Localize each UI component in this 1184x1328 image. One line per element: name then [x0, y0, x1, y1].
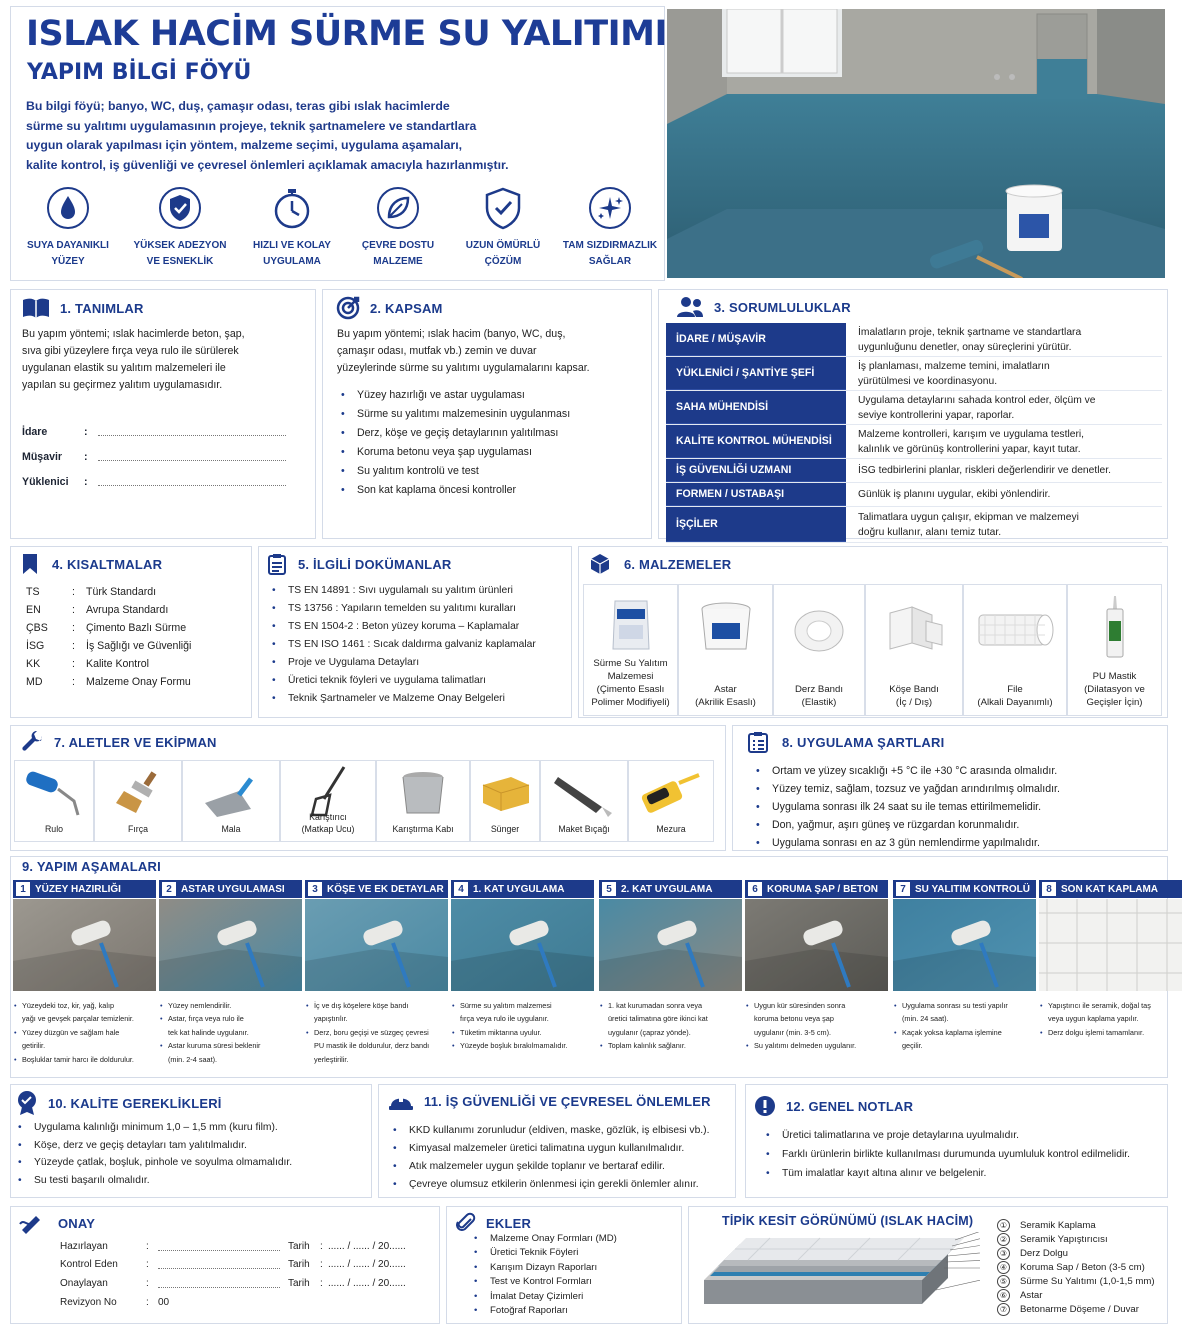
list-item: • Köşe, derz ve geçiş detayları tam yalıtılmalıdır. [14, 1137, 292, 1155]
kalite-title: 10. KALİTE GEREKLİKLERİ [48, 1095, 222, 1111]
conditions-list [752, 762, 1060, 852]
water-drop-icon [46, 186, 90, 230]
list-item: • İç ve dış köşelere köşe bandı yapıştırılır. [305, 999, 448, 1026]
roller-icon [22, 769, 86, 819]
intro-text: Bu bilgi föyü; banyo, WC, duş, çamaşır odası, teras gibi ıslak hacimlerde sürme su yalıtımı uygulamasının projeye, teknik şartnamelere ve standartlara uygun olarak yapılması için yöntem, malzeme seçimi, uygulama aşamaları, kalite kontrol, iş güvenliği ve çevresel önlemleri açıklamak amacıyla hazırlanmıştır. [26, 99, 509, 172]
approval-row-onaylayan[interactable]: Onaylayan : Tarih : ...... / ...... / 20...... [60, 1277, 406, 1289]
list-item: • TS EN 14891 : Sıvı uygulamalı su yalıtım ürünleri [268, 582, 536, 600]
bathroom-waterproofing-photo [667, 9, 1165, 278]
list-item: • Kimyasal malzemeler üretici talimatına uygun kullanılmalıdır. [389, 1140, 709, 1158]
bookmark-icon [22, 553, 38, 575]
tanimlar-field-musavir[interactable]: Müşavir : [22, 451, 286, 463]
trowel-icon [199, 769, 263, 819]
list-item: • Kaçak yoksa kaplama işlemine geçilir. [893, 1026, 1036, 1053]
table-row: EN : Avrupa Standardı [26, 604, 169, 616]
list-item: • Ortam ve yüzey sıcaklığı +5 °C ile +30 °C arasında olmalıdır. [752, 762, 1060, 780]
feature-water-resistant: SUYA DAYANIKLI YÜZEY [18, 186, 118, 270]
list-item: • İmalat Detay Çizimleri [470, 1290, 617, 1304]
list-item: • TS EN 1504-2 : Beton yüzey koruma – Kaplamalar [268, 618, 536, 636]
list-item: • Su yalıtımı delmeden uygulanır. [745, 1039, 888, 1052]
feature-eco-friendly: ÇEVRE DOSTU MALZEME [348, 186, 448, 270]
list-item: • Son kat kaplama öncesi kontroller [337, 481, 570, 500]
step-photo [305, 899, 448, 991]
material-corner-tape: Köşe Bandı (İç / Dış) [865, 584, 963, 716]
documents-list [268, 582, 536, 708]
sartlar-title: 8. UYGULAMA ŞARTLARI [782, 734, 945, 750]
step-card [893, 880, 1036, 1076]
step-number: 5 [602, 882, 616, 896]
table-row: İŞ GÜVENLİĞİ UZMANI İSG tedbirlerini planlar, riskleri değerlendirir ve denetler. [666, 459, 1162, 483]
step-title: KÖŞE VE EK DETAYLAR [327, 883, 444, 895]
shield-check-icon [158, 186, 202, 230]
quality-list [14, 1119, 292, 1189]
step-notes [745, 999, 888, 1053]
step-notes [599, 999, 742, 1053]
list-item: • Derz, köşe ve geçiş detaylarının yalıtılması [337, 424, 570, 443]
layer-label: ⑤ Sürme Su Yalıtımı (1,0-1,5 mm) [997, 1275, 1155, 1288]
tool-roller: Rulo [14, 760, 94, 842]
kisaltmalar-title: 4. KISALTMALAR [52, 556, 163, 572]
step-number: 2 [162, 882, 176, 896]
list-item: • Derz, boru geçişi ve süzgeç çevresi PU mastik ile doldurulur, derz bandı yerleştirilir. [305, 1026, 448, 1066]
step-notes [1039, 999, 1182, 1039]
paperclip-icon [456, 1212, 476, 1234]
step-header [599, 880, 742, 898]
list-item: • Astar, fırça veya rulo ile tek kat halinde uygulanır. [159, 1012, 302, 1039]
tool-tape-measure: Mezura [628, 760, 714, 842]
step-card [13, 880, 156, 1076]
kesit-title: TİPİK KESİT GÖRÜNÜMÜ (ISLAK HACİM) [722, 1214, 974, 1228]
step-title: ASTAR UYGULAMASI [181, 883, 285, 895]
approval-row-kontrol[interactable]: Kontrol Eden : Tarih : ...... / ...... / 20...... [60, 1258, 406, 1270]
step-card [599, 880, 742, 1076]
tool-utility-knife: Maket Bıçağı [540, 760, 628, 842]
exclamation-icon [754, 1095, 776, 1117]
list-item: • Astar kuruma süresi beklenir (min. 2-4 saat). [159, 1039, 302, 1066]
joint-tape-icon [791, 605, 847, 657]
table-row: KK : Kalite Kontrol [26, 658, 150, 670]
aletler-title: 7. ALETLER VE EKİPMAN [54, 734, 217, 750]
list-item: • Malzeme Onay Formları (MD) [470, 1232, 617, 1246]
cross-section-diagram [700, 1232, 980, 1310]
step-header [305, 880, 448, 898]
page-title: ISLAK HACİM SÜRME SU YALITIMI [26, 14, 667, 54]
notlar-title: 12. GENEL NOTLAR [786, 1098, 914, 1114]
list-item: • Tüm imalatlar kayıt altına alınır ve belgelenir. [762, 1164, 1130, 1183]
hard-hat-icon [388, 1090, 414, 1112]
list-item: • 1. kat kurumadan sonra veya üretici talimatına göre ikinci kat uygulanır (çapraz yönde). [599, 999, 742, 1039]
tool-sponge: Sünger [470, 760, 540, 842]
people-icon [676, 296, 704, 318]
step-card [305, 880, 448, 1076]
utility-knife-icon [552, 769, 616, 819]
list-item: • Üretici Teknik Föyleri [470, 1246, 617, 1260]
mesh-roll-icon [973, 605, 1057, 655]
step-header [1039, 880, 1182, 898]
step-notes [893, 999, 1036, 1053]
page-subtitle: YAPIM BİLGİ FÖYÜ [27, 60, 252, 85]
table-row: ÇBS : Çimento Bazlı Sürme [26, 622, 187, 634]
sponge-icon [477, 769, 533, 819]
list-item: • Boşluklar tamir harcı ile doldurulur. [13, 1053, 156, 1066]
badge-check-icon [481, 186, 525, 230]
table-row: İŞÇİLER Talimatlara uygun çalışır, ekipman ve malzemeyi doğru kullanır, alanı temiz tutar. [666, 507, 1162, 543]
step-number: 7 [896, 882, 910, 896]
list-item: • Teknik Şartnameler ve Malzeme Onay Belgeleri [268, 690, 536, 708]
step-title: SU YALITIM KONTROLÜ [915, 883, 1031, 895]
table-row: İSG : İş Sağlığı ve Güvenliği [26, 640, 192, 652]
step-notes [451, 999, 594, 1053]
onay-title: ONAY [58, 1215, 96, 1231]
step-number: 4 [454, 882, 468, 896]
list-item: • Yüzey hazırlığı ve astar uygulaması [337, 386, 570, 405]
feature-long-life: UZUN ÖMÜRLÜ ÇÖZÜM [453, 186, 553, 270]
list-item: • Atık malzemeler uygun şekilde toplanır ve bertaraf edilir. [389, 1158, 709, 1176]
attachments-list [470, 1232, 617, 1318]
stopwatch-icon [270, 186, 314, 230]
step-card [451, 880, 594, 1076]
step-header [893, 880, 1036, 898]
tanimlar-title: 1. TANIMLAR [60, 300, 144, 316]
list-item: • Üretici teknik föyleri ve uygulama talimatları [268, 672, 536, 690]
safety-list [389, 1122, 709, 1194]
target-icon [336, 296, 360, 320]
feature-full-sealing: TAM SIZDIRMAZLIK SAĞLAR [560, 186, 660, 270]
list-item: • Yüzey temiz, sağlam, tozsuz ve yağdan arındırılmış olmalıdır. [752, 780, 1060, 798]
table-row: KALİTE KONTROL MÜHENDİSİ Malzeme kontrolleri, karışım ve uygulama testleri, kalınlık ve görünüş kontrollerini yapar, kayıt tutar. [666, 425, 1162, 459]
list-item: • Uygulama sonrası su testi yapılır (min. 24 saat). [893, 999, 1036, 1026]
step-card [1039, 880, 1182, 1076]
table-row: İDARE / MÜŞAVİR İmalatların proje, teknik şartname ve standartlara uygunluğunu denetler, onay süreçlerini yürütür. [666, 323, 1162, 357]
step-card [159, 880, 302, 1076]
tool-mixer: Karıştırıcı (Matkap Ucu) [280, 760, 376, 842]
list-item: • Test ve Kontrol Formları [470, 1275, 617, 1289]
step-photo [745, 899, 888, 991]
step-title: 2. KAT UYGULAMA [621, 883, 713, 895]
list-item: • Üretici talimatlarına ve proje detaylarına uyulmalıdır. [762, 1126, 1130, 1145]
step-header [159, 880, 302, 898]
quality-badge-icon [16, 1090, 38, 1116]
feature-adhesion: YÜKSEK ADEZYON VE ESNEKLİK [130, 186, 230, 270]
list-item: • Yapıştırıcı ile seramik, doğal taş veya uygun kaplama yapılır. [1039, 999, 1182, 1026]
table-row: MD : Malzeme Onay Formu [26, 676, 191, 688]
material-primer: Astar (Akrilik Esaslı) [678, 584, 773, 716]
signature-pen-icon [18, 1212, 44, 1234]
step-header [745, 880, 888, 898]
list-item: • Karışım Dizayn Raporları [470, 1261, 617, 1275]
layer-label: ③ Derz Dolgu [997, 1247, 1068, 1260]
step-title: KORUMA ŞAP / BETON [767, 883, 878, 895]
list-item: • Farklı ürünlerin birlikte kullanılması durumunda uyumluluk kontrol edilmelidir. [762, 1145, 1130, 1164]
feature-fast-application: HIZLI VE KOLAY UYGULAMA [242, 186, 342, 270]
material-joint-tape: Derz Bandı (Elastik) [773, 584, 865, 716]
ekler-title: EKLER [486, 1215, 532, 1231]
list-item: • KKD kullanımı zorunludur (eldiven, maske, gözlük, iş elbisesi vb.). [389, 1122, 709, 1140]
tool-trowel: Mala [182, 760, 280, 842]
tanimlar-text: Bu yapım yöntemi; ıslak hacimlerde beton, şap, sıva gibi yüzeylere fırça veya rulo ile sürülerek uygulanan elastik su yalıtım malzemeleri ile yapılan su geçirmez yalıtım uygulamasıdır. [22, 328, 245, 391]
step-photo [893, 899, 1036, 991]
step-title: 1. KAT UYGULAMA [473, 883, 565, 895]
bucket-icon [391, 769, 455, 819]
kapsam-text: Bu yapım yöntemi; ıslak hacim (banyo, WC, duş, çamaşır odası, mutfak vb.) zemin ve duvar yüzeylerinde sürme su yalıtımı uygulamalarını kapsar. [337, 328, 590, 374]
list-item: • Uygulama kalınlığı minimum 1,0 – 1,5 mm (kuru film). [14, 1119, 292, 1137]
malzemeler-title: 6. MALZEMELER [624, 556, 732, 572]
list-item: • Derz dolgu işlemi tamamlanır. [1039, 1026, 1182, 1039]
asamalar-title: 9. YAPIM AŞAMALARI [22, 859, 161, 874]
list-item: • Uygulama sonrası en az 3 gün nemlendirme yapılmalıdır. [752, 834, 1060, 852]
sealant-tube-icon [1103, 595, 1127, 659]
step-number: 8 [1042, 882, 1056, 896]
checklist-icon [748, 731, 768, 753]
layer-label: ② Seramik Yapıştırıcısı [997, 1233, 1108, 1246]
list-item: • Uygun kür süresinden sonra koruma betonu veya şap uygulanır (min. 3-5 cm). [745, 999, 888, 1039]
material-mesh: File (Alkali Dayanımlı) [963, 584, 1067, 716]
step-photo [451, 899, 594, 991]
wrench-icon [22, 731, 44, 753]
list-item: • Koruma betonu veya şap uygulaması [337, 443, 570, 462]
list-item: • Su yalıtım kontrolü ve test [337, 462, 570, 481]
dokumanlar-title: 5. İLGİLİ DOKÜMANLAR [298, 556, 452, 572]
step-title: YÜZEY HAZIRLIĞI [35, 883, 121, 895]
list-item: • Tüketim miktarına uyulur. [451, 1026, 594, 1039]
list-item: • Çevreye olumsuz etkilerin önlenmesi için gerekli önlemler alınır. [389, 1176, 709, 1194]
list-item: • Uygulama sonrası ilk 24 saat su ile temas ettirilmemelidir. [752, 798, 1060, 816]
abbreviation-table [26, 583, 191, 691]
list-item: • Yüzeyde çatlak, boşluk, pinhole ve soyulma olmamalıdır. [14, 1154, 292, 1172]
step-photo [13, 899, 156, 991]
list-item: • Toplam kalınlık sağlanır. [599, 1039, 742, 1052]
primer-bucket-icon [698, 601, 754, 655]
step-notes [159, 999, 302, 1066]
list-item: • Sürme su yalıtımı malzemesinin uygulanması [337, 405, 570, 424]
table-row: SAHA MÜHENDİSİ Uygulama detaylarını sahada kontrol eder, ölçüm ve seviye kontrollerini yapar, raporlar. [666, 391, 1162, 425]
list-item: • Yüzeydeki toz, kir, yağ, kalıp yağı ve gevşek parçalar temizlenir. [13, 999, 156, 1026]
table-row: TS : Türk Standardı [26, 586, 157, 598]
revision-row: Revizyon No : 00 [60, 1296, 170, 1308]
list-item: • Yüzey düzgün ve sağlam hale getirilir. [13, 1026, 156, 1053]
leaf-icon [376, 186, 420, 230]
step-photo [1039, 899, 1182, 991]
list-item: • TS 13756 : Yapıların temelden su yalıtımı kuralları [268, 600, 536, 618]
layer-label: ① Seramik Kaplama [997, 1219, 1096, 1232]
sparkle-icon [588, 186, 632, 230]
step-photo [159, 899, 302, 991]
list-item: • Sürme su yalıtım malzemesi fırça veya rulo ile uygulanır. [451, 999, 594, 1026]
tool-bucket: Karıştırma Kabı [376, 760, 470, 842]
material-cement-coating: Sürme Su Yalıtım Malzemesi (Çimento Esaslı Polimer Modifiyeli) [583, 584, 678, 716]
list-item: • Don, yağmur, aşırı güneş ve rüzgardan korunmalıdır. [752, 816, 1060, 834]
tanimlar-field-idare[interactable]: İdare : [22, 426, 286, 438]
step-number: 3 [308, 882, 322, 896]
tanimlar-field-yuklenici[interactable]: Yüklenici : [22, 476, 286, 488]
step-notes [305, 999, 448, 1066]
step-number: 1 [16, 882, 30, 896]
responsibility-table [666, 323, 1162, 543]
clipboard-icon [268, 553, 286, 575]
box-icon [590, 553, 610, 575]
step-title: SON KAT KAPLAMA [1061, 883, 1159, 895]
list-item: • Su testi başarılı olmalıdır. [14, 1172, 292, 1190]
table-row: FORMEN / USTABAŞI Günlük iş planını uygular, ekibi yönlendirir. [666, 483, 1162, 507]
layer-label: ⑥ Astar [997, 1289, 1042, 1302]
step-header [13, 880, 156, 898]
list-item: • TS EN ISO 1461 : Sıcak daldırma galvaniz kaplamalar [268, 636, 536, 654]
list-item: • Yüzeyde boşluk bırakılmamalıdır. [451, 1039, 594, 1052]
table-row: YÜKLENİCİ / ŞANTİYE ŞEFİ İş planlaması, malzeme temini, imalatların yürütülmesi ve koordinasyonu. [666, 357, 1162, 391]
step-photo [599, 899, 742, 991]
sorumluluklar-title: 3. SORUMLULUKLAR [714, 299, 851, 315]
tape-measure-icon [639, 769, 703, 819]
step-header [451, 880, 594, 898]
open-book-icon [22, 297, 50, 319]
brush-icon [106, 769, 170, 819]
step-number: 6 [748, 882, 762, 896]
tool-brush: Fırça [94, 760, 182, 842]
step-notes [13, 999, 156, 1066]
kapsam-title: 2. KAPSAM [370, 300, 443, 316]
cement-bag-icon [609, 597, 653, 653]
list-item: • Yüzey nemlendirilir. [159, 999, 302, 1012]
layer-label: ④ Koruma Sap / Beton (3-5 cm) [997, 1261, 1145, 1274]
isg-title: 11. İŞ GÜVENLİĞİ VE ÇEVRESEL ÖNLEMLER [424, 1093, 711, 1109]
list-item: • Proje ve Uygulama Detayları [268, 654, 536, 672]
list-item: • Fotoğraf Raporları [470, 1304, 617, 1318]
kapsam-list [337, 386, 570, 500]
step-card [745, 880, 888, 1076]
material-pu-sealant: PU Mastik (Dilatasyon ve Geçişler İçin) [1067, 584, 1162, 716]
notes-list [762, 1126, 1130, 1183]
corner-tape-icon [882, 603, 946, 655]
approval-row-hazirlayan[interactable]: Hazırlayan : Tarih : ...... / ...... / 20...... [60, 1240, 406, 1252]
layer-label: ⑦ Betonarme Döşeme / Duvar [997, 1303, 1139, 1316]
